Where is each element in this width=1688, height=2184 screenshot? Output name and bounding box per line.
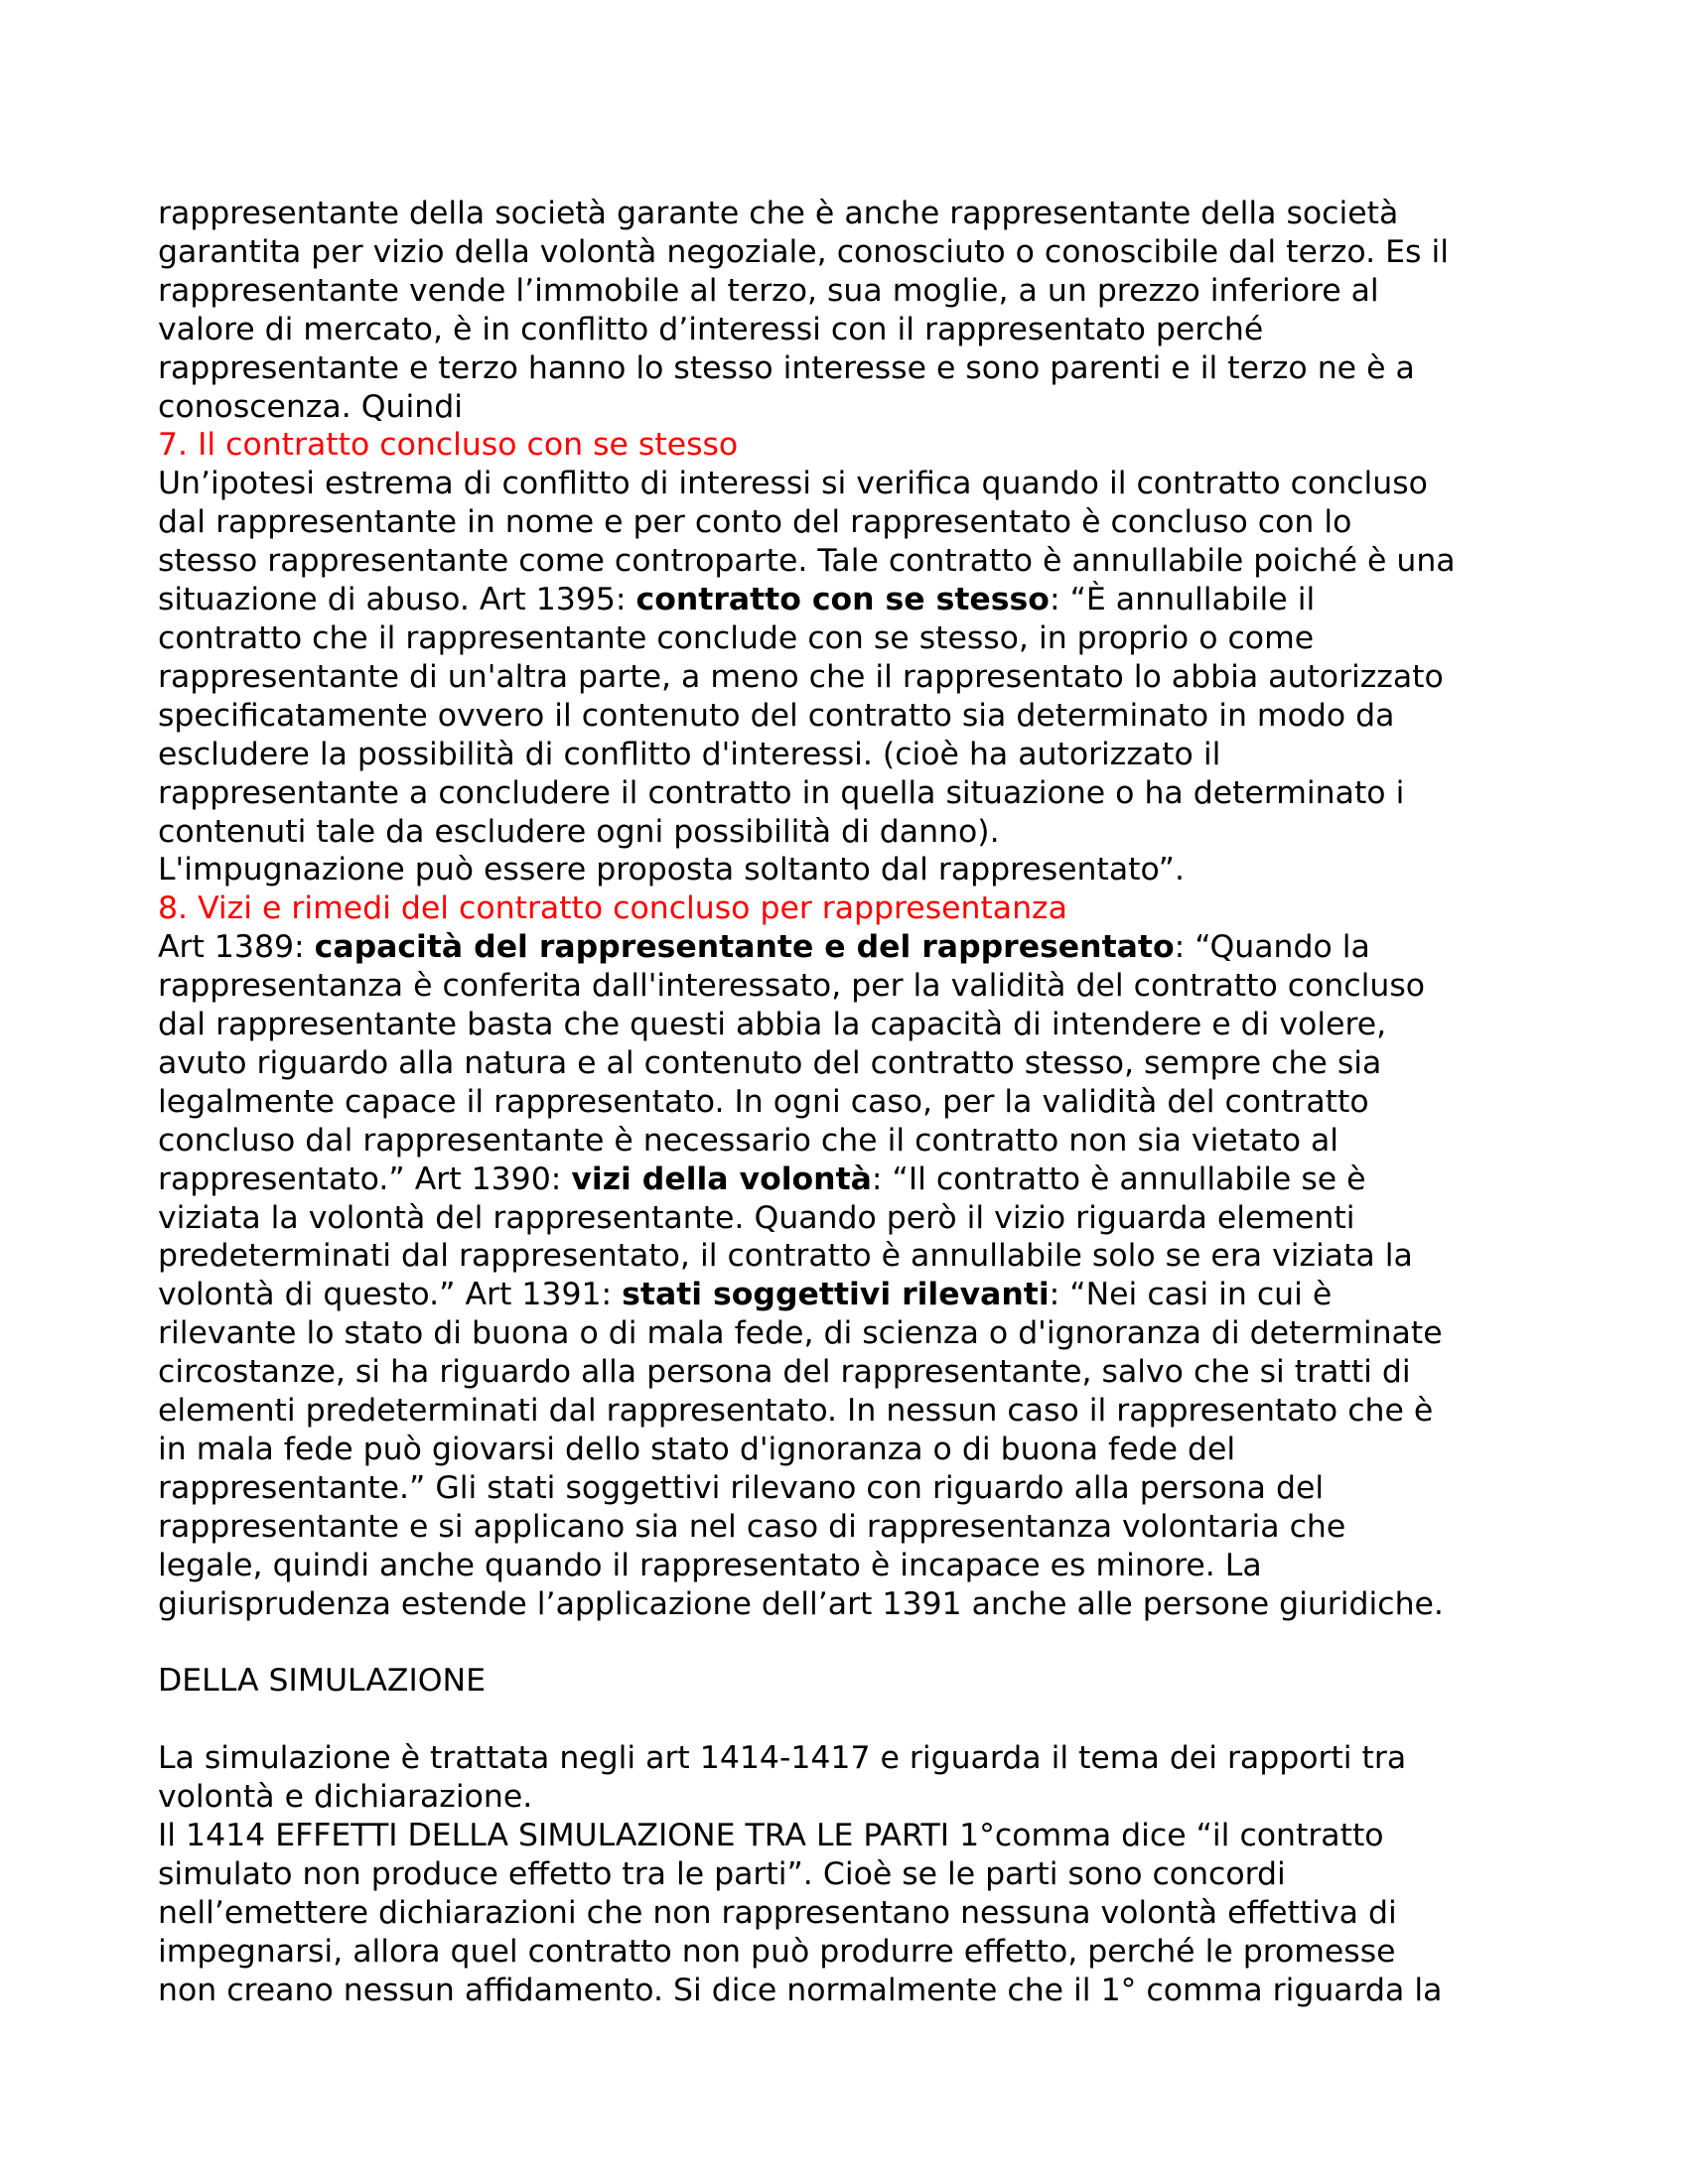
- text-line: contratto che il rappresentante conclude con se stesso, in proprio o come: [158, 619, 1315, 656]
- text-line: dal rappresentante basta che questi abbia la capacità di intendere e di volere,: [158, 1007, 1387, 1043]
- text-run: situazione di abuso. Art 1395:: [158, 582, 636, 618]
- text-line: rilevante lo stato di buona o di mala fede, di scienza o d'ignoranza di determinate: [158, 1315, 1443, 1352]
- text-run: : “Quando la: [1174, 929, 1370, 966]
- text-line: concluso dal rappresentante è necessario che il contratto non sia vietato al: [158, 1122, 1339, 1159]
- text-line: [158, 581, 1548, 619]
- bold-term: capacità del rappresentante e del rappresentato: [314, 929, 1175, 966]
- text-line: valore di mercato, è in conflitto d’interessi con il rappresentato perché: [158, 311, 1264, 347]
- section-heading-7: 7. Il contratto concluso con se stesso: [158, 427, 739, 464]
- text-line: rappresentante e terzo hanno lo stesso interesse e sono parenti e il terzo ne è a: [158, 349, 1415, 386]
- text-line: rappresentante a concludere il contratto in quella situazione o ha determinato i: [158, 774, 1405, 811]
- text-line: garantita per vizio della volontà negoziale, conosciuto o conoscibile dal terzo. Es il: [158, 233, 1449, 270]
- text-run: volontà di questo.” Art 1391:: [158, 1277, 623, 1313]
- text-line: [158, 928, 1548, 967]
- text-line: dal rappresentante in nome e per conto del rappresentato è concluso con lo: [158, 504, 1352, 541]
- text-run: Art 1389:: [158, 929, 315, 966]
- text-line: contenuti tale da escludere ogni possibilità di danno).: [158, 813, 1000, 850]
- text-line: circostanze, si ha riguardo alla persona del rappresentante, salvo che si tratti di: [158, 1354, 1411, 1391]
- section-heading-8: 8. Vizi e rimedi del contratto concluso per rappresentanza: [158, 890, 1067, 927]
- section-title-simulazione: DELLA SIMULAZIONE: [158, 1663, 487, 1700]
- text-line: rappresentante della società garante che è anche rappresentante della società: [158, 196, 1399, 231]
- text-line: escludere la possibilità di conflitto d'interessi. (cioè ha autorizzato il: [158, 736, 1221, 772]
- text-line: specificatamente ovvero il contenuto del contratto sia determinato in modo da: [158, 697, 1395, 734]
- text-run: rappresentato.” Art 1390:: [158, 1160, 572, 1197]
- document-body: [158, 195, 1548, 2010]
- text-run: : “È annullabile il: [1049, 582, 1316, 618]
- text-line: La simulazione è trattata negli art 1414-1417 e riguarda il tema dei rapporti tra: [158, 1740, 1407, 1777]
- text-run: : “Nei casi in cui è: [1049, 1277, 1333, 1313]
- text-line: rappresentante vende l’immobile al terzo, sua moglie, a un prezzo inferiore al: [158, 272, 1379, 309]
- text-line: conoscenza. Quindi: [158, 388, 463, 425]
- text-line: non creano nessun affidamento. Si dice normalmente che il 1° comma riguarda la: [158, 1972, 1443, 2008]
- text-line: legalmente capace il rappresentato. In ogni caso, per la validità del contratto: [158, 1083, 1369, 1120]
- paragraph-spacer: [158, 1701, 1548, 1739]
- text-line: giurisprudenza estende l’applicazione dell’art 1391 anche alle persone giuridiche.: [158, 1585, 1444, 1622]
- text-line: impegnarsi, allora quel contratto non può produrre effetto, perché le promesse: [158, 1933, 1396, 1970]
- text-line: simulato non produce effetto tra le parti”. Cioè se le parti sono concordi: [158, 1855, 1286, 1892]
- paragraph-spacer: [158, 1624, 1548, 1663]
- text-line: stesso rappresentante come controparte. Tale contratto è annullabile poiché è una: [158, 543, 1456, 580]
- text-line: [158, 1160, 1548, 1199]
- bold-term: stati soggettivi rilevanti: [622, 1277, 1050, 1313]
- text-line: elementi predeterminati dal rappresentato. In nessun caso il rappresentato che è: [158, 1393, 1434, 1430]
- text-line: rappresentante e si applicano sia nel caso di rappresentanza volontaria che: [158, 1508, 1346, 1545]
- text-line: legale, quindi anche quando il rappresentato è incapace es minore. La: [158, 1547, 1262, 1583]
- bold-term: vizi della volontà: [571, 1160, 872, 1197]
- text-line: rappresentante di un'altra parte, a meno che il rappresentato lo abbia autorizzato: [158, 658, 1444, 695]
- text-line: predeterminati dal rappresentato, il contratto è annullabile solo se era viziata la: [158, 1238, 1413, 1275]
- text-line: L'impugnazione può essere proposta soltanto dal rappresentato”.: [158, 852, 1186, 888]
- text-run: : “Il contratto è annullabile se è: [871, 1160, 1366, 1197]
- text-line: nell’emettere dichiarazioni che non rappresentano nessuna volontà effettiva di: [158, 1894, 1397, 1931]
- text-line: viziata la volontà del rappresentante. Quando però il vizio riguarda elementi: [158, 1199, 1355, 1236]
- text-line: Un’ipotesi estrema di conflitto di interessi si verifica quando il contratto concluso: [158, 466, 1428, 502]
- text-line: rappresentanza è conferita dall'interessato, per la validità del contratto concluso: [158, 968, 1426, 1005]
- text-line: rappresentante.” Gli stati soggettivi rilevano con riguardo alla persona del: [158, 1469, 1325, 1506]
- text-line: [158, 1276, 1548, 1314]
- text-line: volontà e dichiarazione.: [158, 1779, 533, 1816]
- text-line: in mala fede può giovarsi dello stato d'ignoranza o di buona fede del: [158, 1432, 1236, 1467]
- text-line: avuto riguardo alla natura e al contenuto del contratto stesso, sempre che sia: [158, 1044, 1382, 1081]
- text-line: Il 1414 EFFETTI DELLA SIMULAZIONE TRA LE PARTI 1°comma dice “il contratto: [158, 1818, 1384, 1854]
- bold-term: contratto con se stesso: [635, 582, 1050, 618]
